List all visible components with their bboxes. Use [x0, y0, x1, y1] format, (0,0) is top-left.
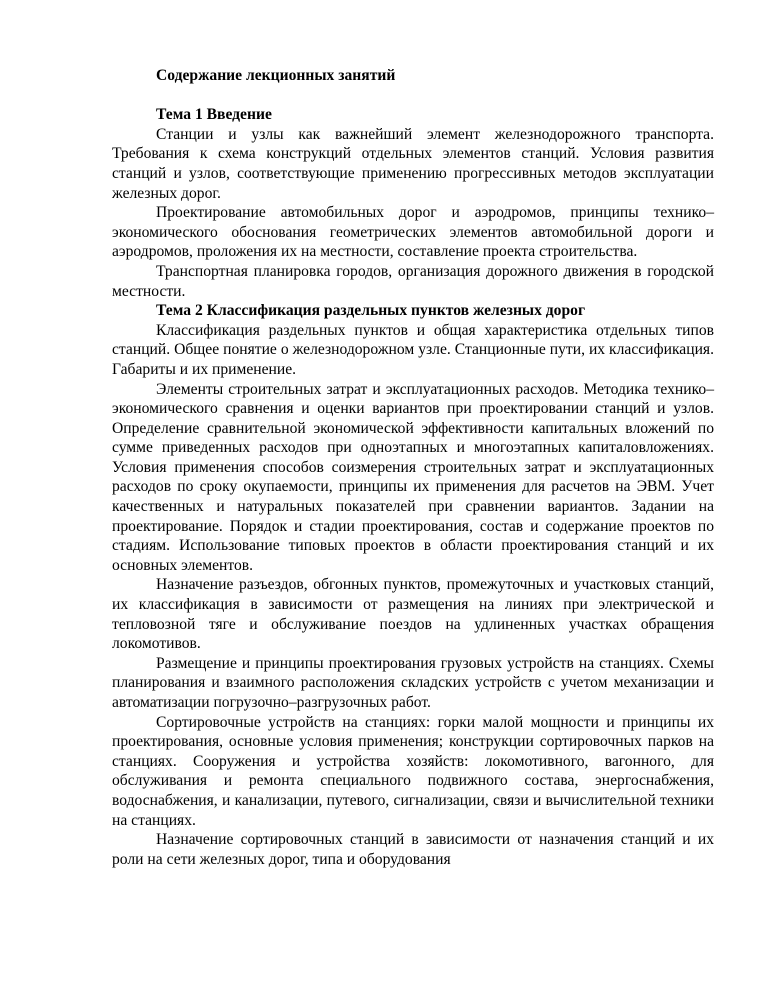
topic-heading: Тема 2 Классификация раздельных пунктов железных дорог: [156, 302, 586, 320]
topic-2: [112, 301, 714, 869]
paragraph: Размещение и принципы проектирования грузовых устройств на станциях. Схемы планирования и взаимного расположения складских устройств с учетом механизации и автоматизации погрузочно–разгрузочных работ.: [112, 654, 714, 711]
document-title: Содержание лекционных занятий: [156, 67, 396, 84]
paragraph: Классификация раздельных пунктов и общая характеристика отдельных типов станций. Общее понятие о железнодорожном узле. Станционные пути, их классификация. Габариты и их применение.: [112, 321, 714, 378]
paragraph: Сортировочные устройств на станциях: горки малой мощности и принципы их проектирования, основные условия применения; конструкции сортировочных парков на станциях. Сооружения и устройства хозяйств: локомотивного, вагонного, для обслуживания и ремонта специального подвижного состава, энергоснабжения, водоснабжения, и канализации, путевого, сигнализации, связи и вычислительной техники на станциях.: [112, 713, 714, 829]
spacer: [112, 86, 714, 106]
topic-1: [112, 105, 714, 301]
paragraph: Станции и узлы как важнейший элемент железнодорожного транспорта. Требования к схема конструкций отдельных элементов станций. Условия развития станций и узлов, соответствующие применению прогрессивных методов эксплуатации железных дорог.: [112, 125, 714, 202]
paragraph: Назначение сортировочных станций в зависимости от назначения станций и их роли на сети железных дорог, типа и оборудования: [112, 831, 714, 868]
topic-heading: Тема 1 Введение: [156, 106, 272, 124]
document-page: [112, 66, 714, 869]
paragraph: Проектирование автомобильных дорог и аэродромов, принципы технико– экономического обоснования геометрических элементов автомобильной дороги и аэродромов, проложения их на местности, составление проекта строительства.: [112, 204, 714, 261]
paragraph: Назначение разъездов, обгонных пунктов, промежуточных и участковых станций, их классификация в зависимости от размещения на линиях при электрической и тепловозной тяге и обслуживание поездов на удлиненных участках обращения локомотивов.: [112, 576, 714, 653]
paragraph: Транспортная планировка городов, организация дорожного движения в городской местности.: [112, 262, 714, 300]
paragraph: Элементы строительных затрат и эксплуатационных расходов. Методика технико–экономического сравнения и оценки вариантов при проектировании станций и узлов. Определение сравнительной экономической эффективности капитальных вложений по сумме приведенных расходов при одноэтапных и многоэтапных капиталовложениях. Условия применения способов соизмерения строительных затрат и эксплуатационных расходов по сроку окупаемости, принципы их применения для расчетов на ЭВМ. Учет качественных и натуральных показателей при сравнении вариантов. Задании на проектирование. Порядок и стадии проектирования, состав и содержание проектов по стадиям. Использование типовых проектов в области проектирования станций и их основных элементов.: [112, 380, 714, 574]
